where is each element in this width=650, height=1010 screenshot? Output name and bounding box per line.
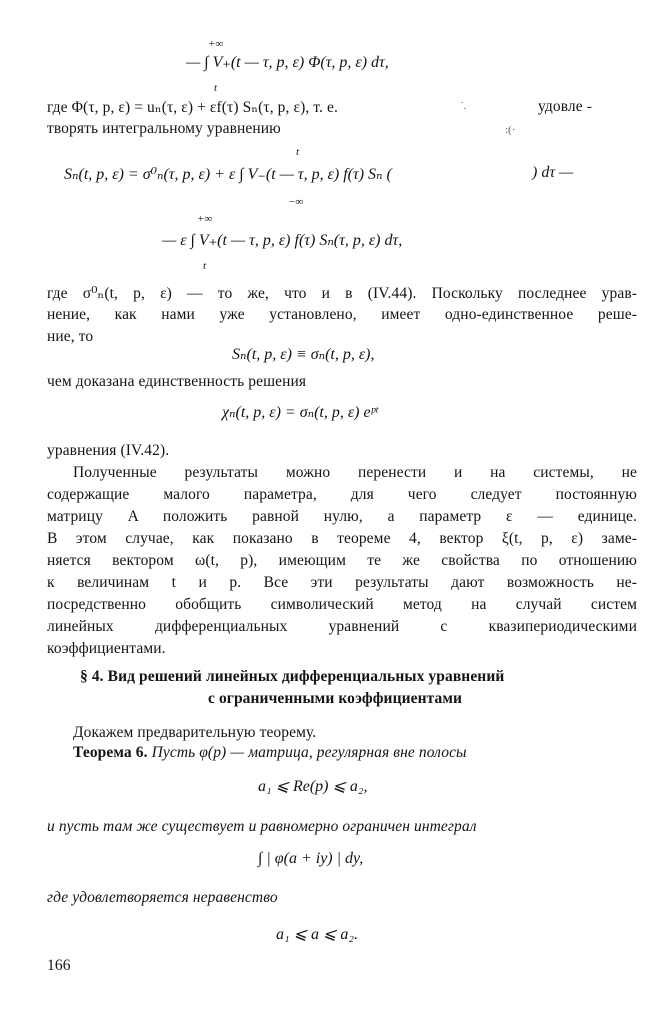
integral-upper-limit-s1: t (296, 146, 300, 158)
theorem-line (73, 744, 467, 762)
paragraph-2-line-8: линейных дифференциальных уравнений с квазипериодическими (47, 618, 637, 635)
formula-s-line-1: Sₙ(t, p, ε) = σ⁰ₙ(τ, p, ε) + ε ∫ V₋(t — τ, p, ε) f(τ) Sₙ ( (64, 166, 392, 183)
theorem-statement: Пусть φ(p) — матрица, регулярная вне полосы (151, 744, 467, 761)
section-heading-line-2: с ограниченными коэффициентами (208, 690, 463, 707)
formula-s-line-2: — ε ∫ V₊(t — τ, p, ε) f(τ) Sₙ(τ, p, ε) dτ, (162, 232, 403, 249)
paragraph-2-line-5: няется вектором ω(t, p), имеющим те же свойства по отношению (47, 552, 637, 569)
paragraph-1-line-3: ние, то (47, 328, 94, 345)
formula-s-line-1-right: ) dτ — (532, 164, 574, 181)
paragraph-2-line-7: посредственно обобщить символический метод на случай систем (47, 596, 637, 613)
text-line-equation-ref: уравнения (IV.42). (47, 442, 170, 459)
text-line-prove: Докажем предварительную теорему. (73, 724, 317, 741)
text-line-inequality: где удовлетворяется неравенство (47, 889, 278, 906)
scan-artifact-mark-2: :(· (505, 124, 516, 136)
text-line-uniqueness: чем доказана единственность решения (47, 373, 307, 390)
paragraph-2-line-4: В этом случае, как показано в теореме 4, вектор ξ(t, p, ε) заме- (47, 530, 637, 547)
integral-lower-limit-s2: t (203, 260, 207, 272)
text-line-integral-exists: и пусть там же существует и равномерно ограничен интеграл (47, 818, 477, 835)
formula-identity: Sₙ(t, p, ε) ≡ σₙ(t, p, ε), (232, 346, 375, 363)
paragraph-1-line-1: где σ⁰ₙ(t, p, ε) — то же, что и в (IV.44). Поскольку последнее урав- (47, 285, 637, 302)
integral-lower-limit-s1: −∞ (288, 196, 304, 208)
theorem-label: Теорема 6. (73, 744, 148, 761)
paragraph-2-line-6: к величинам t и p. Все эти результаты дают возможность не- (47, 574, 637, 591)
paragraph-2-line-2: содержащие малого параметра, для чего следует постоянную (47, 486, 637, 503)
formula-top: — ∫ V₊(t — τ, p, ε) Φ(τ, p, ε) dτ, (186, 54, 389, 71)
formula-chi: χₙ(t, p, ε) = σₙ(t, p, ε) eᵖᵗ (222, 404, 378, 421)
formula-strip: a₁ ⩽ Re(p) ⩽ a₂, (258, 778, 368, 795)
formula-integral: ∫ | φ(a + iy) | dy, (258, 850, 364, 867)
page-number: 166 (47, 957, 71, 974)
paragraph-1-line-2: нение, как нами уже установлено, имеет одно-единственное реше- (47, 306, 637, 323)
integral-upper-limit: +∞ (208, 38, 224, 50)
scan-artifact-mark: ˙. (460, 100, 467, 112)
text-line-where-1: где Φ(τ, p, ε) = uₙ(τ, ε) + εf(τ) Sₙ(τ, p, ε), т. е. (47, 99, 338, 116)
integral-upper-limit-s2: +∞ (197, 213, 213, 225)
text-line-where-1-right: удовле - (538, 98, 592, 115)
paragraph-2-line-9: коэффициентами. (47, 640, 166, 657)
formula-inequality: a₁ ⩽ a ⩽ a₂. (276, 926, 358, 943)
paragraph-2-line-3: матрицу A положить равной нулю, а параметр ε — единице. (47, 508, 637, 525)
section-heading-line-1: § 4. Вид решений линейных дифференциальных уравнений (80, 668, 505, 685)
text-line-where-2: творять интегральному уравнению (47, 120, 281, 137)
integral-lower-limit: t (214, 82, 218, 94)
paragraph-2-line-1: Полученные результаты можно перенести и на системы, не (73, 464, 637, 481)
